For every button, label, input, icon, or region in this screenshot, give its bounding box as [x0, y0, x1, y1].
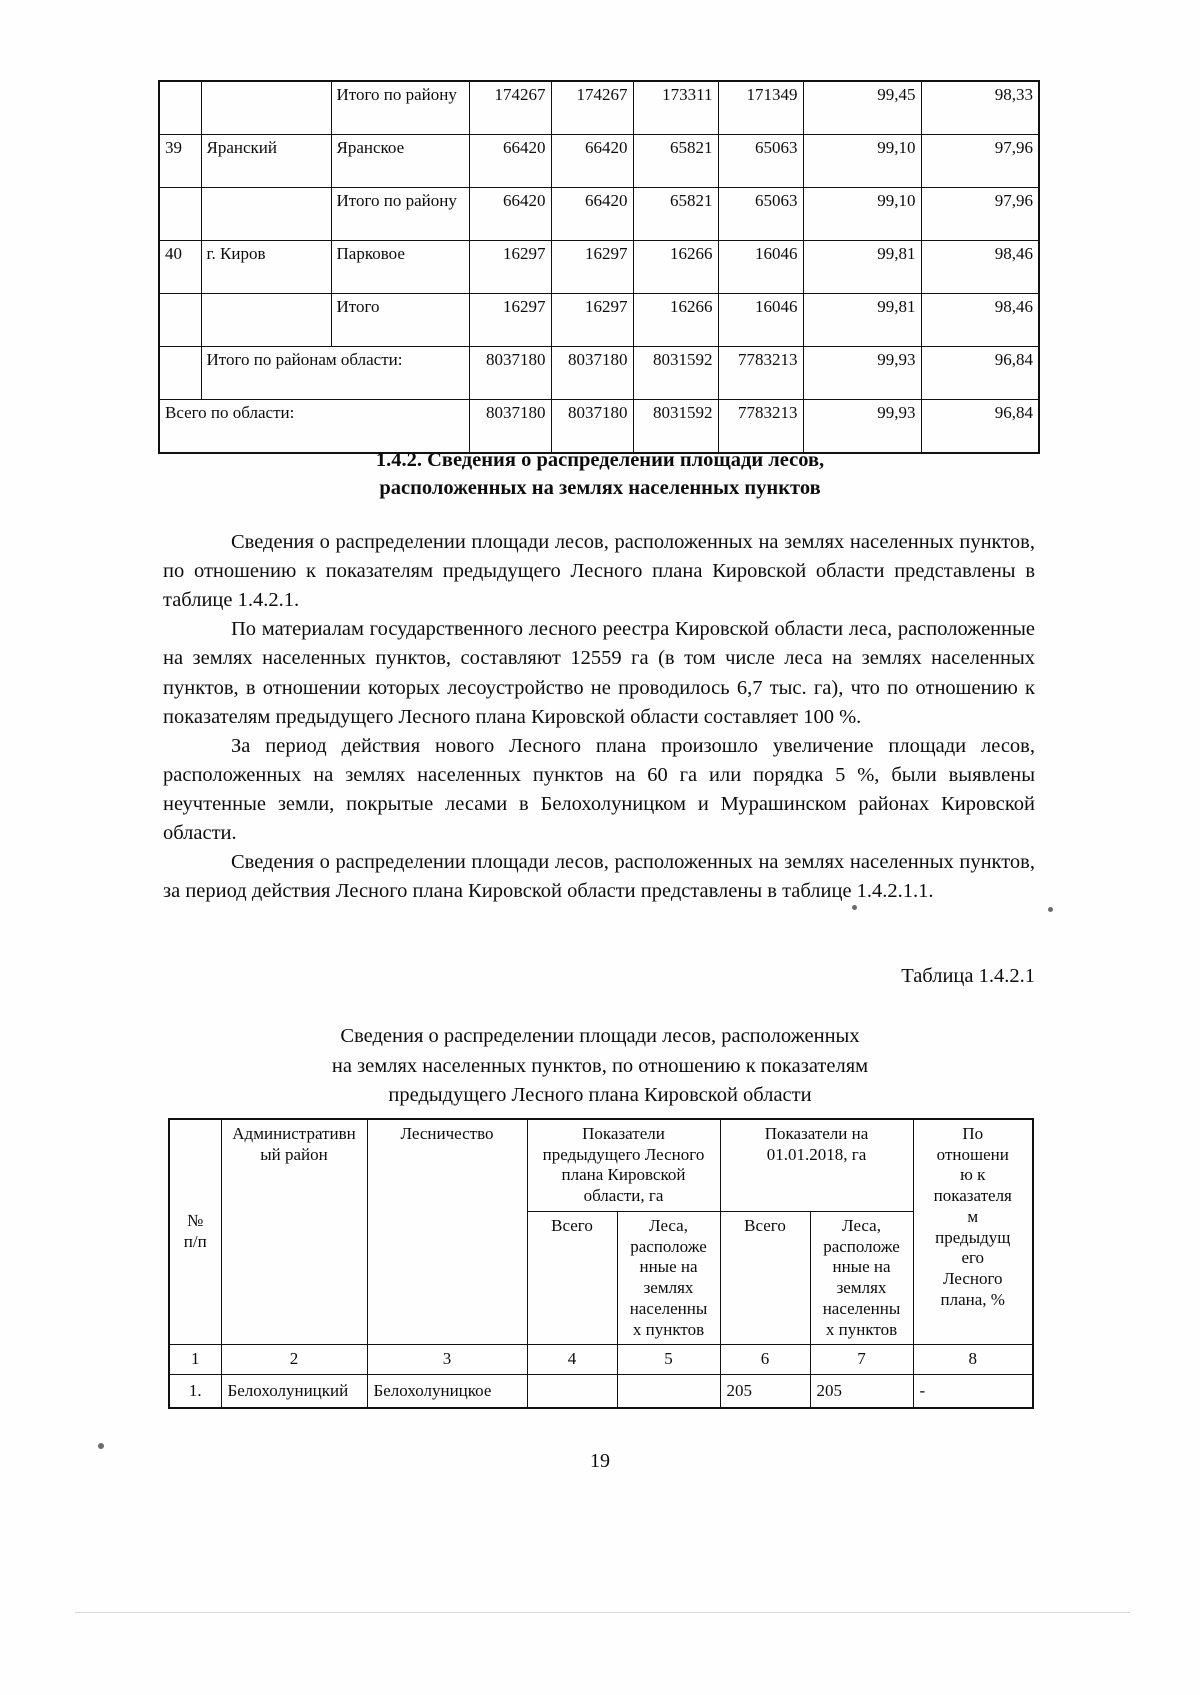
top-continued-table — [158, 80, 1040, 454]
header-ratio-line-5: м — [967, 1206, 979, 1226]
row-c5: 66420 — [551, 135, 633, 188]
total-region-c4: 8037180 — [469, 400, 551, 454]
header-sub-prev-forests-line-1: Леса, — [649, 1215, 688, 1235]
colnum-4: 4 — [527, 1345, 617, 1375]
row-district: Белохолуницкий — [221, 1375, 367, 1409]
row-c4: 16297 — [469, 294, 551, 347]
forest-distribution-table — [168, 1118, 1034, 1409]
header-sub-2018-forests-line-5: населенны — [822, 1298, 901, 1318]
page-number: 19 — [590, 1450, 610, 1472]
header-ratio-line-3: ю к — [960, 1165, 986, 1185]
header-group-previous-plan — [527, 1119, 720, 1211]
table-row — [159, 81, 1039, 135]
row-c4: 66420 — [469, 135, 551, 188]
table-title-line-3: предыдущего Лесного плана Кировской области — [388, 1084, 812, 1107]
header-district-line-1: Административн — [232, 1124, 356, 1143]
header-ratio-line-6: предыдущ — [935, 1227, 1011, 1247]
paragraph-3: За период действия нового Лесного плана произошло увеличение площади лесов, расположенных на землях населенных пунктов на 60 га или порядка 5 %, были выявлены неучтенные земли, покрытые лесами в Белохолуницком и Мурашинском районах Кировской области. — [163, 734, 1035, 845]
table-title-line-2: на землях населенных пунктов, по отношению к показателям — [331, 1054, 869, 1077]
header-ratio-line-8: Лесного — [942, 1269, 1003, 1289]
row-c6: 65821 — [633, 135, 718, 188]
row-c9: 98,33 — [921, 81, 1039, 135]
colnum-7: 7 — [810, 1345, 913, 1375]
header-sub-prev-forests-line-2: расположе — [630, 1236, 707, 1256]
row-forestry: Итого по району — [331, 188, 469, 241]
total-region-c5: 8037180 — [551, 400, 633, 454]
row-forestry: Парковое — [331, 241, 469, 294]
header-ratio-line-2: отношени — [936, 1144, 1009, 1164]
row-c7: 171349 — [718, 81, 803, 135]
row-c8: 99,10 — [803, 188, 921, 241]
header-sub-2018-forests-line-3: нные на — [832, 1257, 891, 1277]
row-c4: 174267 — [469, 81, 551, 135]
header-group-2018 — [720, 1119, 913, 1211]
total-districts-c8: 99,93 — [803, 347, 921, 400]
header-no-line-2: п/п — [183, 1232, 207, 1252]
header-sub-2018-forests-line-4: землях — [836, 1278, 887, 1298]
total-region-c6: 8031592 — [633, 400, 718, 454]
header-group-2018-line-1: Показатели на — [764, 1124, 869, 1143]
row-no: 40 — [159, 241, 201, 294]
row-no — [159, 81, 201, 135]
colnum-6: 6 — [720, 1345, 810, 1375]
row-district: г. Киров — [201, 241, 331, 294]
header-ratio-line-4: показателя — [933, 1186, 1012, 1206]
header-sub-prev-forests-line-4: землях — [643, 1278, 694, 1298]
row-cur-total: 205 — [720, 1375, 810, 1409]
paragraph-1: Сведения о распределении площади лесов, расположенных на землях населенных пунктов, по отношению к показателям предыдущего Лесного плана Кировской области представлены в таблице 1.4.2.1. — [163, 531, 1035, 612]
header-sub-2018-total: Всего — [720, 1211, 810, 1344]
row-c8: 99,45 — [803, 81, 921, 135]
header-sub-prev-forests-line-3: нные на — [639, 1257, 698, 1277]
row-forestry: Итого по району — [331, 81, 469, 135]
header-forestry: Лесничество — [367, 1119, 527, 1345]
row-c7: 16046 — [718, 294, 803, 347]
header-sub-2018-forests — [810, 1211, 913, 1344]
header-group-prev-line-2: предыдущего Лесного — [542, 1144, 705, 1164]
scan-speck — [1048, 907, 1053, 912]
row-c9: 98,46 — [921, 294, 1039, 347]
header-sub-prev-forests-line-5: населенны — [629, 1298, 708, 1318]
row-district — [201, 188, 331, 241]
row-c8: 99,10 — [803, 135, 921, 188]
scan-speck — [852, 905, 857, 910]
row-c7: 65063 — [718, 135, 803, 188]
table-title-line-1: Сведения о распределении площади лесов, расположенных — [340, 1025, 860, 1047]
colnum-1: 1 — [169, 1345, 221, 1375]
header-sub-prev-forests — [617, 1211, 720, 1344]
row-forestry: Итого — [331, 294, 469, 347]
row-c5: 66420 — [551, 188, 633, 241]
total-districts-c5: 8037180 — [551, 347, 633, 400]
header-group-prev-line-3: плана Кировской — [561, 1165, 686, 1185]
header-district — [221, 1119, 367, 1345]
row-c9: 98,46 — [921, 241, 1039, 294]
total-districts-label: Итого по районам области: — [201, 347, 469, 400]
row-forestry: Яранское — [331, 135, 469, 188]
row-no: 1. — [169, 1375, 221, 1409]
row-c5: 16297 — [551, 294, 633, 347]
colnum-5: 5 — [617, 1345, 720, 1375]
header-no — [169, 1119, 221, 1345]
colnum-3: 3 — [367, 1345, 527, 1375]
total-districts-c9: 96,84 — [921, 347, 1039, 400]
table-row — [159, 135, 1039, 188]
row-c9: 97,96 — [921, 135, 1039, 188]
table-row — [169, 1375, 1033, 1409]
row-no: 39 — [159, 135, 201, 188]
scan-speck — [98, 1443, 104, 1449]
header-district-line-2: ый район — [260, 1144, 328, 1164]
row-c4: 16297 — [469, 241, 551, 294]
row-c5: 16297 — [551, 241, 633, 294]
row-c8: 99,81 — [803, 294, 921, 347]
table-row-total-districts — [159, 347, 1039, 400]
total-districts-c6: 8031592 — [633, 347, 718, 400]
paragraph-2: По материалам государственного лесного реестра Кировской области леса, расположенные на землях населенных пунктов, составляют 12559 га (в том числе леса на землях населенных пунктов, в отношении которых лесоустройство не проводилось 6,7 тыс. га), что по отношению к показателям предыдущего Лесного плана Кировской области составляет 100 %. — [163, 618, 1035, 728]
row-district — [201, 81, 331, 135]
row-no — [159, 294, 201, 347]
column-number-row — [169, 1345, 1033, 1375]
section-heading-line-2: расположенных на землях населенных пунктов — [379, 476, 821, 499]
row-c7: 16046 — [718, 241, 803, 294]
header-sub-2018-forests-line-2: расположе — [823, 1236, 900, 1256]
total-region-label: Всего по области: — [159, 400, 469, 454]
header-no-line-1: № — [187, 1211, 204, 1231]
header-row-main — [169, 1119, 1033, 1211]
row-c6: 16266 — [633, 241, 718, 294]
row-c4: 66420 — [469, 188, 551, 241]
total-region-c8: 99,93 — [803, 400, 921, 454]
row-cur-forests: 205 — [810, 1375, 913, 1409]
body-text — [163, 528, 1035, 906]
header-sub-2018-forests-line-1: Леса, — [842, 1215, 881, 1235]
row-c6: 173311 — [633, 81, 718, 135]
header-group-prev-line-4: области, га — [583, 1186, 664, 1206]
total-region-c9: 96,84 — [921, 400, 1039, 454]
row-district: Яранский — [201, 135, 331, 188]
page-bottom-rule — [75, 1612, 1130, 1613]
row-c6: 65821 — [633, 188, 718, 241]
colnum-8: 8 — [913, 1345, 1033, 1375]
row-prev-total — [527, 1375, 617, 1409]
total-region-c7: 7783213 — [718, 400, 803, 454]
header-group-prev-line-1: Показатели — [582, 1124, 665, 1143]
table-number: Таблица 1.4.2.1 — [901, 965, 1035, 987]
header-sub-prev-forests-line-6: х пунктов — [632, 1319, 705, 1339]
row-c8: 99,81 — [803, 241, 921, 294]
table-title — [160, 1022, 1040, 1111]
header-ratio-line-7: его — [961, 1248, 985, 1268]
header-group-2018-line-2: 01.01.2018, га — [766, 1144, 867, 1164]
header-ratio-line-1: По — [962, 1124, 984, 1143]
colnum-2: 2 — [221, 1345, 367, 1375]
total-districts-c4: 8037180 — [469, 347, 551, 400]
section-heading-line-1: 1.4.2. Сведения о распределении площади лесов, — [375, 449, 825, 471]
section-heading — [160, 447, 1040, 502]
total-districts-c7: 7783213 — [718, 347, 803, 400]
row-c9: 97,96 — [921, 188, 1039, 241]
header-sub-2018-forests-line-6: х пунктов — [825, 1319, 898, 1339]
table-row — [159, 241, 1039, 294]
row-no — [159, 188, 201, 241]
row-c5: 174267 — [551, 81, 633, 135]
row-district — [201, 294, 331, 347]
table-row-total-region — [159, 400, 1039, 454]
row-c7: 65063 — [718, 188, 803, 241]
header-ratio-line-9: плана, % — [940, 1289, 1005, 1309]
header-ratio — [913, 1119, 1033, 1345]
table-row — [159, 188, 1039, 241]
header-sub-prev-total: Всего — [527, 1211, 617, 1344]
table-row — [159, 294, 1039, 347]
row-prev-forests — [617, 1375, 720, 1409]
row-c6: 16266 — [633, 294, 718, 347]
row-forestry: Белохолуницкое — [367, 1375, 527, 1409]
paragraph-4: Сведения о распределении площади лесов, расположенных на землях населенных пунктов, за период действия Лесного плана Кировской области представлены в таблице 1.4.2.1.1. — [163, 851, 1035, 903]
row-ratio: - — [913, 1375, 1033, 1409]
total-districts-blank — [159, 347, 201, 400]
